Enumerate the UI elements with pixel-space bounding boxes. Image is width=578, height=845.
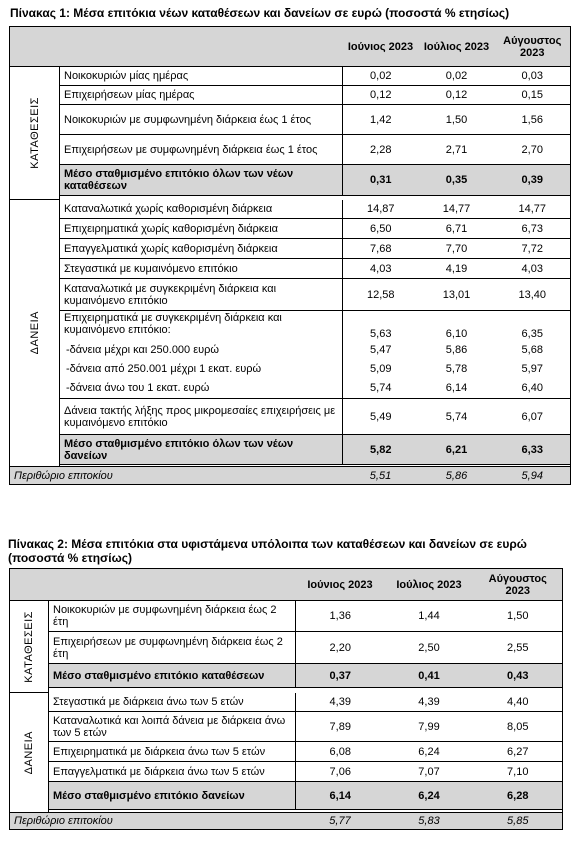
- cell-value: 8,05: [474, 712, 563, 742]
- cell-value: 6,33: [495, 435, 571, 465]
- loans-side-label: ΔΑΝΕΙΑ: [23, 730, 35, 775]
- cell-value: 2,28: [343, 135, 419, 165]
- cell-value: 0,12: [419, 86, 495, 105]
- table1-header-corner: [10, 27, 60, 67]
- row-label: Επιχειρήσεων με συμφωνημένη διάρκεια έως 2 έτη: [49, 632, 296, 664]
- row-label: Μέσο σταθμισμένο επιτόκιο δανείων: [49, 782, 296, 810]
- row-label: Επαγγελματικά χωρίς καθορισμένη διάρκεια: [60, 239, 343, 259]
- cell-value: 7,07: [385, 762, 474, 782]
- table2-col-june: Ιούνιος 2023: [296, 569, 385, 601]
- table1: [9, 26, 571, 485]
- table-row: [10, 259, 571, 279]
- cell-value: 4,39: [296, 693, 385, 712]
- table-row: [10, 693, 563, 712]
- row-label: Καταναλωτικά με συγκεκριμένη διάρκεια και κυμαινόμενο επιτόκιο: [60, 279, 343, 311]
- cell-value: 13,40: [495, 279, 571, 311]
- cell-value: 12,58: [343, 279, 419, 311]
- cell-value: 6,08: [296, 742, 385, 762]
- loans-side-label: ΔΑΝΕΙΑ: [28, 311, 41, 355]
- cell-value: 5,86: [445, 343, 468, 356]
- table-row: [10, 379, 571, 399]
- table-row: [10, 67, 571, 86]
- cell-value: 6,28: [474, 782, 563, 810]
- table-row: [10, 279, 571, 311]
- cell-value: 5,74: [343, 379, 419, 399]
- margin-label: Περιθώριο επιτοκίου: [10, 813, 296, 830]
- row-label: Επιχειρηματικά με συγκεκριμένη διάρκεια και κυμαινόμενο επιτόκιο:: [60, 311, 343, 341]
- row-label: Επιχειρηματικά χωρίς καθορισμένη διάρκεια: [60, 219, 343, 239]
- cell-value: 5,97: [495, 359, 571, 379]
- row-label: Νοικοκυριών με συμφωνημένη διάρκεια έως 1 έτος: [60, 105, 343, 135]
- table1-margin-row: [10, 467, 571, 485]
- cell-value: 6,14: [419, 379, 495, 399]
- row-label: Καταναλωτικά και λοιπά δάνεια με διάρκεια άνω των 5 ετών: [49, 712, 296, 742]
- table1-loans-average-row: [10, 435, 571, 465]
- table1-col-june: Ιούνιος 2023: [343, 27, 419, 67]
- cell-value: 5,82: [343, 435, 419, 465]
- cell-value: 6,50: [343, 219, 419, 239]
- table1-title: Πίνακας 1: Μέσα επιτόκια νέων καταθέσεων και δανείων σε ευρώ (ποσοστά % ετησίως): [10, 6, 510, 20]
- cell-value: 1,42: [343, 105, 419, 135]
- cell-value: 0,41: [385, 664, 474, 688]
- cell-value: 5,74: [419, 399, 495, 435]
- deposits-side-label: ΚΑΤΑΘΕΣΕΙΣ: [28, 97, 41, 169]
- table1-col-august: Αύγουστος 2023: [495, 27, 571, 67]
- cell-value: 7,99: [385, 712, 474, 742]
- table2-title: Πίνακας 2: Μέσα επιτόκια στα υφιστάμενα υπόλοιπα των καταθέσεων και δανείων σε ευρώ (ποσοστά % ετησίως): [8, 537, 527, 565]
- row-label: Μέσο σταθμισμένο επιτόκιο καταθέσεων: [49, 664, 296, 688]
- cell-value: 14,77: [419, 200, 495, 219]
- cell-value: 5,85: [474, 813, 563, 830]
- table-row: [10, 742, 563, 762]
- row-label: Νοικοκυριών με συμφωνημένη διάρκεια έως 2 έτη: [49, 601, 296, 632]
- table2-col-july: Ιούλιος 2023: [385, 569, 474, 601]
- cell-value: 2,50: [385, 632, 474, 664]
- cell-value: 4,03: [343, 259, 419, 279]
- cell-value: 7,10: [474, 762, 563, 782]
- cell-value: 5,94: [495, 467, 571, 485]
- row-label: Στεγαστικά με κυμαινόμενο επιτόκιο: [60, 259, 343, 279]
- table2-header-corner: [10, 569, 49, 601]
- cell-value: 6,21: [419, 435, 495, 465]
- table2-deposits-average-row: [10, 664, 563, 688]
- table-row: [10, 105, 571, 135]
- cell-value: 2,55: [474, 632, 563, 664]
- cell-value: 0,39: [495, 165, 571, 196]
- deposits-side-label: ΚΑΤΑΘΕΣΕΙΣ: [23, 610, 35, 683]
- cell-value: 6,24: [385, 782, 474, 810]
- cell-value: 6,24: [385, 742, 474, 762]
- table-row: [10, 200, 571, 219]
- cell-value: 1,44: [385, 601, 474, 632]
- cell-value: 7,72: [495, 239, 571, 259]
- cell-value: 5,86: [419, 467, 495, 485]
- cell-value: 0,43: [474, 664, 563, 688]
- cell-value: 5,77: [296, 813, 385, 830]
- cell-value: 1,56: [495, 105, 571, 135]
- cell-value: 5,63: [370, 327, 392, 340]
- cell-value: 5,68: [495, 341, 571, 359]
- cell-value: 0,31: [343, 165, 419, 196]
- cell-value: 7,70: [419, 239, 495, 259]
- table-row: [10, 135, 571, 165]
- row-label: Επαγγελματικά με διάρκεια άνω των 5 ετών: [49, 762, 296, 782]
- table-row: [10, 219, 571, 239]
- row-label: Νοικοκυριών μίας ημέρας: [60, 67, 343, 86]
- row-label: Επιχειρηματικά με διάρκεια άνω των 5 ετών: [49, 742, 296, 762]
- table1-deposits-side: [10, 67, 60, 200]
- table-row: [10, 712, 563, 742]
- table1-col-july: Ιούλιος 2023: [419, 27, 495, 67]
- table2-header-blank: [49, 569, 296, 601]
- table2-col-august: Αύγουστος 2023: [474, 569, 563, 601]
- table2-deposits-side: [10, 601, 49, 693]
- cell-value: 14,77: [495, 200, 571, 219]
- cell-value: 6,73: [495, 219, 571, 239]
- row-label: Μέσο σταθμισμένο επιτόκιο όλων των νέων καταθέσεων: [60, 165, 343, 196]
- table-row: [10, 239, 571, 259]
- cell-value: 6,10: [445, 327, 468, 340]
- cell-value: 5,51: [343, 467, 419, 485]
- table2-margin-row: [10, 813, 563, 830]
- cell-value: 1,36: [296, 601, 385, 632]
- table1-loans-side: [10, 200, 60, 467]
- cell-value: 7,06: [296, 762, 385, 782]
- cell-value: 2,70: [495, 135, 571, 165]
- cell-value: 5,78: [445, 362, 468, 375]
- cell-value: 4,03: [495, 259, 571, 279]
- table-row: [10, 762, 563, 782]
- cell-value: 5,83: [385, 813, 474, 830]
- table1-header-blank: [60, 27, 343, 67]
- cell-value: 6,07: [495, 399, 571, 435]
- table-row: [10, 399, 571, 435]
- cell-value: 0,37: [296, 664, 385, 688]
- cell-value: 1,50: [474, 601, 563, 632]
- cell-value: 5,47: [370, 343, 392, 356]
- cell-value: 13,01: [419, 279, 495, 311]
- cell-value: 6,40: [495, 379, 571, 399]
- cell-value: 6,35: [495, 311, 571, 341]
- cell-value: 4,39: [385, 693, 474, 712]
- row-label: Επιχειρήσεων με συμφωνημένη διάρκεια έως 1 έτος: [60, 135, 343, 165]
- row-label: Δάνεια τακτής λήξης προς μικρομεσαίες επιχειρήσεις με κυμαινόμενο επιτόκιο: [60, 399, 343, 435]
- table-row: [10, 86, 571, 105]
- cell-value: 5,49: [343, 399, 419, 435]
- cell-value: 0,02: [343, 67, 419, 86]
- cell-value: 4,40: [474, 693, 563, 712]
- row-label: Στεγαστικά με διάρκεια άνω των 5 ετών: [49, 693, 296, 712]
- cell-value: 2,71: [419, 135, 495, 165]
- row-label: -δάνεια άνω του 1 εκατ. ευρώ: [60, 379, 343, 399]
- cell-value: 0,35: [419, 165, 495, 196]
- table-row: [10, 341, 571, 359]
- cell-value: 0,12: [343, 86, 419, 105]
- row-label: -δάνεια από 250.001 μέχρι 1 εκατ. ευρώ: [60, 359, 343, 379]
- table-row: [10, 311, 571, 341]
- cell-value: 7,89: [296, 712, 385, 742]
- row-label: Μέσο σταθμισμένο επιτόκιο όλων των νέων δανείων: [60, 435, 343, 465]
- cell-value: 7,68: [343, 239, 419, 259]
- cell-value: 6,71: [419, 219, 495, 239]
- table-row: [10, 632, 563, 664]
- table2-loans-side: [10, 693, 49, 813]
- cell-value: 14,87: [343, 200, 419, 219]
- table-row: [10, 601, 563, 632]
- cell-value: 0,15: [495, 86, 571, 105]
- table-row: [10, 359, 571, 379]
- row-label: Επιχειρήσεων μίας ημέρας: [60, 86, 343, 105]
- row-label: -δάνεια μέχρι και 250.000 ευρώ: [60, 341, 343, 359]
- row-label: Καταναλωτικά χωρίς καθορισμένη διάρκεια: [60, 200, 343, 219]
- cell-value: 4,19: [419, 259, 495, 279]
- cell-value: 1,50: [419, 105, 495, 135]
- cell-value: 2,20: [296, 632, 385, 664]
- table2: [9, 568, 563, 830]
- table2-loans-average-row: [10, 782, 563, 810]
- cell-value: 0,02: [419, 67, 495, 86]
- cell-value: 5,09: [370, 362, 392, 375]
- cell-value: 0,03: [495, 67, 571, 86]
- cell-value: 6,14: [296, 782, 385, 810]
- margin-label: Περιθώριο επιτοκίου: [10, 467, 343, 485]
- cell-value: 6,27: [474, 742, 563, 762]
- table1-deposits-average-row: [10, 165, 571, 196]
